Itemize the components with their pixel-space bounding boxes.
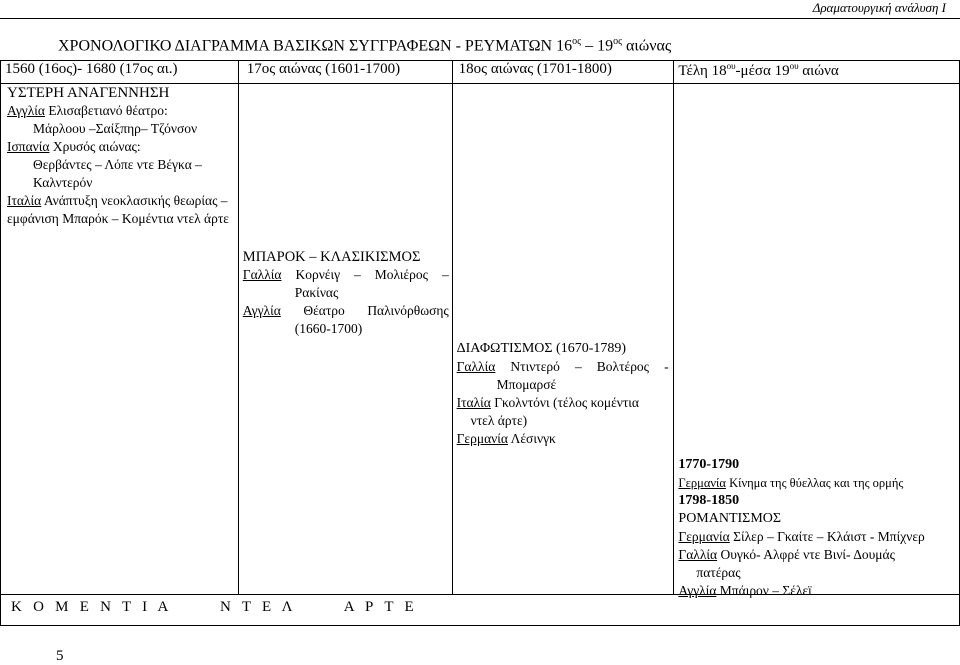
renaissance-spain <box>7 138 235 156</box>
entry-text: Λέσινγκ <box>507 431 556 446</box>
country-label: Αγγλία <box>7 103 46 118</box>
baroque-block <box>243 248 449 338</box>
country-label: Γερμανία <box>678 476 726 490</box>
baroque-heading: ΜΠΑΡΟΚ – ΚΛΑΣΙΚΙΣΜΟΣ <box>242 249 421 265</box>
country-label: Γαλλία <box>456 359 496 374</box>
entry-text: Θέατρο <box>303 303 345 318</box>
romanticism-block <box>678 456 956 600</box>
title-text: ΧΡΟΝΟΛΟΓΙΚΟ ΔΙΑΓΡΑΜΜΑ ΒΑΣΙΚΩΝ ΣΥΓΓΡΑΦΕΩΝ - ΡΕΥΜΑΤΩΝ 16 <box>58 37 573 55</box>
baroque-france <box>243 266 449 284</box>
column-header-18th-19th <box>674 61 960 84</box>
romanticism-germany-2 <box>678 528 956 546</box>
cell-renaissance <box>1 84 239 595</box>
entry-text: Ουγκό- Αλφρέ ντε Βινί- Δουμάς <box>717 547 895 562</box>
author: Βολτέρος <box>596 359 650 374</box>
header-sup: ου <box>726 61 736 71</box>
enlightenment-germany <box>457 430 669 448</box>
romanticism-years-1: 1770-1790 <box>678 457 740 472</box>
romanticism-years-2: 1798-1850 <box>678 493 740 508</box>
entry-text: Χρυσός αιώνας: <box>49 139 141 154</box>
renaissance-england <box>7 102 235 120</box>
entry-text: Παλινόρθωσης <box>367 303 449 318</box>
entry-text: Ελισαβετιανό θέατρο: <box>45 103 168 118</box>
enlightenment-block <box>457 340 669 448</box>
page-title <box>58 36 671 55</box>
header-text: Τέλη 18 <box>678 63 727 79</box>
title-text: αιώνας <box>622 37 672 55</box>
title-sup: ος <box>613 36 623 47</box>
header-rule <box>0 18 960 19</box>
title-sup: ος <box>572 36 582 47</box>
running-head: Δραματουργική ανάλυση Ι <box>812 0 946 15</box>
romanticism-france <box>678 546 956 564</box>
entry-text: Μπάιρον – Σέλεϊ <box>716 583 812 598</box>
enlightenment-france-2: Μπομαρσέ <box>496 377 557 392</box>
header-text: αιώνα <box>798 63 839 79</box>
enlightenment-heading <box>457 340 669 358</box>
baroque-france-2: Ρακίνας <box>294 285 339 300</box>
renaissance-spain-authors: Θερβάντες – Λόπε ντε Βέγκα – <box>33 157 202 172</box>
country-label: Γαλλία <box>678 547 718 562</box>
renaissance-england-authors: Μάρλοου –Σαίξπηρ– Τζόνσον <box>33 121 198 136</box>
dash: – <box>354 267 361 282</box>
author: Κορνέιγ <box>295 267 341 282</box>
author: Μολιέρος <box>374 267 429 282</box>
dash: - <box>664 359 669 374</box>
commedia-dell-arte-label: Κ Ο Μ Ε Ν Τ Ι Α Ν Τ Ε Λ Α Ρ Τ Ε <box>11 599 414 615</box>
movement-name: ΔΙΑΦΩΤΙΣΜΟΣ <box>456 341 553 356</box>
renaissance-spain-authors-2: Καλντερόν <box>33 175 93 190</box>
enlightenment-italy <box>457 394 669 412</box>
dash: – <box>574 359 582 374</box>
renaissance-heading: ΥΣΤΕΡΗ ΑΝΑΓΕΝΝΗΣΗ <box>7 85 170 101</box>
romanticism-germany-1 <box>678 474 956 492</box>
country-label: Αγγλία <box>242 303 281 318</box>
country-label: Αγγλία <box>678 583 717 598</box>
renaissance-italy <box>7 192 235 210</box>
country-label: Ιταλία <box>7 193 42 208</box>
movement-years: (1670-1789) <box>552 341 627 356</box>
enlightenment-france <box>457 358 669 376</box>
baroque-england-2: (1660-1700) <box>294 321 363 336</box>
romanticism-france-2: πατέρας <box>696 565 741 580</box>
column-header-16th-17th: 1560 (16ος)- 1680 (17ος αι.) <box>1 61 239 84</box>
column-header-18th: 18ος αιώνας (1701-1800) <box>452 61 674 84</box>
enlightenment-italy-2: ντελ άρτε) <box>470 413 528 428</box>
entry-text: Κίνημα της θύελλας και της ορμής <box>725 476 904 490</box>
renaissance-block <box>7 84 235 228</box>
cell-enlightenment <box>452 84 674 595</box>
country-label: Ιταλία <box>456 395 491 410</box>
entry-text: Ανάπτυξη νεοκλασικής θεωρίας – <box>41 193 228 208</box>
dash: – <box>442 267 449 282</box>
renaissance-italy-2: εμφάνιση Μπαρόκ – Κομέντια ντελ άρτε <box>7 211 229 226</box>
page-number: 5 <box>56 648 64 664</box>
country-label: Ισπανία <box>7 139 50 154</box>
baroque-england <box>243 302 449 320</box>
country-label: Γερμανία <box>456 431 508 446</box>
cell-romanticism <box>674 84 960 598</box>
cell-baroque <box>238 84 452 595</box>
country-label: Γαλλία <box>242 267 282 282</box>
header-text: -μέσα 19 <box>735 63 790 79</box>
chronology-table <box>0 60 960 626</box>
romanticism-heading: ΡΟΜΑΝΤΙΣΜΟΣ <box>678 511 782 526</box>
author: Ντιντερό <box>510 359 560 374</box>
romanticism-england <box>678 582 956 600</box>
column-header-17th: 17ος αιώνας (1601-1700) <box>238 61 452 84</box>
entry-text: Σίλερ – Γκαίτε – Κλάιστ - Μπίχνερ <box>729 529 925 544</box>
country-label: Γερμανία <box>678 529 730 544</box>
entry-text: Γκολντόνι (τέλος κομέντια <box>490 395 639 410</box>
title-text: – 19 <box>581 37 614 55</box>
header-sup: ου <box>789 61 799 71</box>
